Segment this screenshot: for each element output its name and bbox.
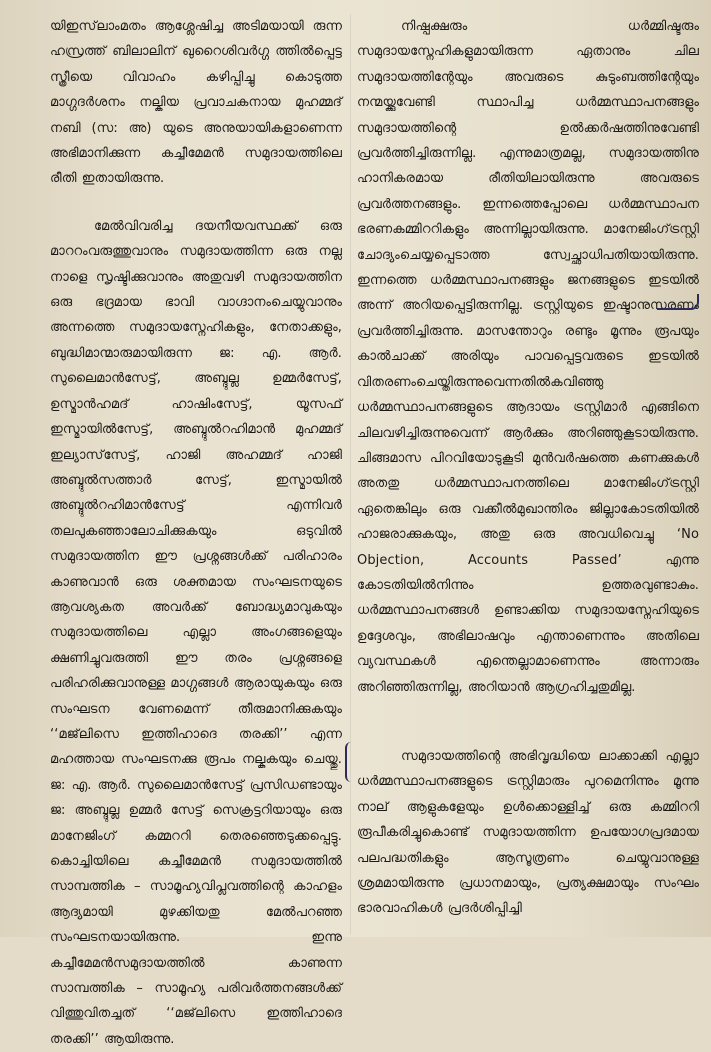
pen-underline-mark bbox=[657, 294, 699, 310]
left-column bbox=[50, 14, 342, 1052]
pen-margin-bracket bbox=[345, 742, 355, 782]
right-paragraph-2-text: സമുദായത്തിന്റെ അഭിവൃദ്ധിയെ ലാക്കാക്കി എല്ലാ ധർമ്മസ്ഥാപനങ്ങളുടെ ട്രസ്റ്റിമാരും പുറമെനിന്നും മൂന്നു നാല് ആളുകളേയും ഉൾക്കൊള്ളിച്ച് ഒരു കമ്മിററി രൂപീകരിച്ചുകൊണ്ട് സമുദായത്തിന്ന ഉപയോഗപ്രദമായ പലപദ്ധതികളും ആസൂത്രണം ചെയ്യുവാനുള്ള ശ്രമമായിരുന്നു പ്രധാനമായും, പ്രത്യക്ഷമായും സംഘം ഭാരവാഹികൾ പ്രദർശിപ്പിച്ചി bbox=[357, 748, 699, 917]
left-paragraph-1: യിഇസ്‌ലാംമതം ആശ്ലേഷിച്ച അടിമയായി രുന്ന ഹസ്രത്ത് ബിലാലിന് ഖുറൈശിവർഗ്ഗ ത്തിൽപ്പെട്ട സ്ത്രീയെ വിവാഹം കഴിപ്പിച്ചു കൊടുത്ത മാഗ്ഗദർശനം നല്കിയ പ്രവാചകനായ മുഹമ്മദ് നബി (സ: അ) യുടെ അനുയായികളാണെന്ന അഭിമാനിക്കുന്ന കച്ചീമേമൻ സമുദായത്തിലെ രീതി ഇതായിരുന്നു. bbox=[50, 19, 342, 187]
right-paragraph-1: നിഷ്പക്ഷരും ധർമ്മിഷ്ടരും സമുദായസ്നേഹികളുമായിരുന്ന ഏതാനും ചില സമുദായത്തിന്റേയും അവരുടെ കുടുംബത്തിന്റേയും നന്മയ്ക്കുവേണ്ടി സ്ഥാപിച്ച ധർമ്മസ്ഥാപനങ്ങളും സമുദായത്തിന്റെ ഉൽക്കർഷത്തിനുവേണ്ടി പ്രവർത്തിച്ചിരുന്നില്ല. എന്നുമാത്രമല്ല, സമുദായത്തിനു ഹാനികരമായ രീതിയിലായിരുന്നു അവരുടെ പ്രവർത്തനങ്ങളും. ഇന്നത്തെപ്പോലെ ധർമ്മസ്ഥാപന ഭരണകമ്മിററികളും അന്നില്ലായിരുന്നു. മാനേജിംഗ്‌ട്രസ്റ്റി ചോദ്യംചെയ്യപ്പെടാത്ത സ്വേച്ഛാധിപതിയായിരുന്നു. ഇന്നത്തെ ധർമ്മസ്ഥാപനങ്ങളും ജനങ്ങളുടെ ഇടയിൽ അന്ന് അറിയപ്പെട്ടിരുന്നില്ല. ട്രസ്റ്റിയുടെ ഇഷ്ടാനുസരണം പ്രവർത്തിച്ചിരുന്നു. മാസന്തോറും രണ്ടും മൂന്നും രൂപയും കാൽചാക്ക് അരിയും പാവപ്പെട്ടവരുടെ ഇടയിൽ വിതരണംചെയ്തിരുന്നുവെന്നതിൽകവിഞ്ഞു ധർമ്മസ്ഥാപനങ്ങളുടെ ആദായം ട്രസ്റ്റിമാർ എങ്ങിനെ ചിലവഴിച്ചിരുന്നുവെന്ന് ആർക്കും അറിഞ്ഞുകൂടായിരുന്നു. ചിങ്ങമാസ പിറവിയോടുകൂടി മുൻവർഷത്തെ കണക്കുകൾ അതതു ധർമ്മസ്ഥാപനത്തിലെ മാനേജിംഗ്‌ട്രസ്റ്റി ഏതെങ്കിലും ഒരു വക്കീൽമുഖാന്തിരം ജില്ലാകോടതിയിൽ ഹാജരാക്കുകയും, അതു ഒരു അവധിവെച്ചു ‘No Objection, Accounts Passed’ എന്നു കോടതിയിൽനിന്നും ഉത്തരവുണ്ടാകും. ധർമ്മസ്ഥാപനങ്ങൾ ഉണ്ടാക്കിയ സമുദായസ്നേഹിയുടെ ഉദ്ദേശവും, അഭിലാഷവും എന്താണെന്നും അതിലെ വ്യവസ്ഥകൾ എന്തെല്ലാമാണെന്നും അന്നാരും അറിഞ്ഞിരുന്നില്ല, അറിയാൻ ആഗ്രഹിച്ചതുമില്ല. bbox=[357, 19, 699, 695]
left-paragraph-2: മേൽവിവരിച്ച ദയനീയവസ്ഥക്ക് ഒരു മാററംവരുത്തുവാനും സമുദായത്തിന്ന ഒരു നല്ല നാളെ സൃഷ്ടിക്കുവാനും അതുവഴി സമുദായത്തിന ഒരു ഭദ്രമായ ഭാവി വാഗ്ദാനംചെയ്യുവാനും അന്നത്തെ സമുദായസ്നേഹികളും, നേതാക്കളും, ബുദ്ധിമാന്മാരുമായിരുന്ന ജ: എ. ആർ. സുലൈമാൻസേട്ട്, അബ്ദുല്ല ഉമ്മർസേട്ട്, ഉസ്മാൻഹമദ് ഹാഷിംസേട്ട്, യൂസഫ് ഇസ്മായിൽസേട്ട്, അബ്ദുൽറഹിമാൻ മുഹമ്മദ് ഇല്യാസ്‌സേട്ട്, ഹാജി അഹമ്മദ് ഹാജി അബ്ദുൽസത്താർ സേട്ട്, ഇസ്മായിൽ അബ്ദുൽറഹിമാൻസേട്ട് എന്നിവർ തലപുകഞ്ഞാലോചിക്കുകയും ഒടുവിൽ സമുദായത്തിന ഈ പ്രശ്നങ്ങൾക്ക് പരിഹാരം കാണുവാൻ ഒരു ശക്തമായ സംഘടനയുടെ ആവശ്യകത അവർക്ക് ബോദ്ധ്യമാവുകയും സമുദായത്തിലെ എല്ലാ അംഗങ്ങളെയും ക്ഷണിച്ചുവരുത്തി ഈ തരം പ്രശ്നങ്ങളെ പരിഹരിക്കുവാനുള്ള മാഗ്ഗങ്ങൾ ആരായുകയും ഒരു സംഘടന വേണമെന്ന് തീരുമാനിക്കുകയും ‘‘മജ്‌ലിസെ ഇത്തിഹാദെ തരക്കി’’ എന്ന മഹത്തായ സംഘടനക്കു രൂപം നല്കുകയും ചെയ്തു. ജ: എ. ആർ. സുലൈമാൻസേട്ട് പ്രസിഡണ്ടായും ജ: അബ്ദുല്ല ഉമ്മർ സേട്ട് സെക്രട്ടറിയായും ഒരു മാനേജിംഗ് കമ്മററി തെരഞ്ഞെടുക്കപ്പെട്ടു. കൊച്ചിയിലെ കച്ചീമേമൻ സമുദായത്തിൽ സാമ്പത്തിക – സാമൂഹ്യവിപ്ലവത്തിന്റെ കാഹളം ആദ്യമായി മുഴക്കിയതു മേൽപറഞ്ഞ സംഘടനയായിരുന്നു. ഇന്നു കച്ചീമേമൻസമുദായത്തിൽ കാണുന്ന സാമ്പത്തിക – സാമൂഹ്യ പരിവർത്തനങ്ങൾക്ക് വിത്തുവിതച്ചത് ‘‘മജ്‌ലിസെ ഇത്തിഹാദെ തരക്കി’’ ആയിരുന്നു. bbox=[50, 218, 342, 1047]
right-column bbox=[357, 14, 699, 922]
right-paragraph-2 bbox=[357, 744, 699, 922]
